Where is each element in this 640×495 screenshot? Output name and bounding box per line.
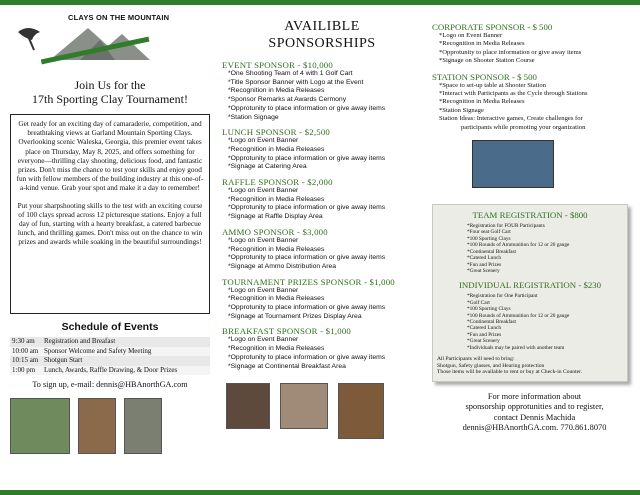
logo-text: CLAYS ON THE MOUNTAIN [68, 13, 170, 22]
team-registration-title: TEAM REGISTRATION - $800 [472, 210, 588, 221]
sponsor-title: TOURNAMENT PRIZES SPONSOR - $1,000 [222, 276, 395, 287]
schedule-row: 10:15 am Shotgun Start [12, 356, 83, 365]
schedule-row: 1:00 pm Lunch, Awards, Raffle Drawing, & Door Prizes [10, 366, 210, 376]
schedule-row: 10:00 am Sponsor Welcome and Safety Meeting [10, 347, 210, 357]
station-sponsor-benefits: *Space to set-up table at Shooter Station *Interact with Participants as the Cycle through Stations *Recognition in Media Releases *Station Signage Station Ideas: Interactive games, Create challenges for participants while promoting your organization [439, 81, 588, 131]
right-column [432, 22, 637, 434]
sponsor-benefits: *Logo on Event Banner *Recognition in Media Releases *Opprotunity to place information or give away items *Signage at Raffle Display Area [228, 187, 386, 221]
sponsor-title: EVENT SPONSOR - $10,000 [222, 60, 333, 70]
food-photo [78, 398, 116, 454]
photo-strip [222, 383, 422, 439]
schedule-table [10, 337, 210, 375]
intro-paragraph: Put your sharpshooting skills to the test with an exciting course of 100 clays spread across 12 picturesque stations. Enjoy a full day of fun, starting with a hearty breakfast, a catered barbecue lunch, and thrilling games. Don't miss out on the chance to win prizes and awards while soaking in the beautiful surroundings! [17, 200, 203, 247]
clays-on-the-mountain-logo [10, 10, 210, 68]
individual-registration-title: INDIVIDUAL REGISTRATION - $230 [458, 280, 602, 291]
left-column [10, 10, 210, 454]
station-sponsor-title: STATION SPONSOR - $ 500 [432, 71, 537, 82]
individual-registration-list: *Registration for One Participant *Golf Cart *100 Sporting Clays *100 Rounds of Ammunition for 12 or 20 gauge *Continental Breakfast *Catered Lunch *Fun and Prizes *Great Scenery *Individuals may be paired with another team [467, 293, 570, 351]
buffet-photo [226, 383, 270, 429]
schedule-row: 9:30 am Registration and Breafast [12, 337, 116, 345]
sponsor-title: BREAKFAST SPONSOR - $1,000 [222, 326, 352, 337]
sponsor-benefits: *One Shooting Team of 4 with 1 Golf Cart *Title Sponsor Banner with Logo at the Event *Recognition in Media Releases *Sponsor Remarks at Awards Cermony *Opprotunity to place information or give away items *Station Signage [228, 70, 386, 121]
middle-column [222, 18, 422, 439]
sponsor-title: RAFFLE SPONSOR - $2,000 [222, 177, 333, 188]
sponsor-benefits: *Logo on Event Banner *Recognition in Media Releases *Opprotunity to place information or give away items *Signage at Tournament Prizes Display Area [228, 286, 386, 320]
raffle-sponsor [222, 177, 422, 222]
sponsor-benefits: *Logo on Event Banner *Recognition in Media Releases *Opprotunity to place information or give away items *Signage at Catering Area [228, 137, 386, 171]
contact-info: For more information about sponsorship opprotunities and to register, contact Dennis Machida dennis@HBAnorthGA.com. 770.861.8070 [432, 392, 637, 434]
event-sponsor [222, 60, 422, 122]
tournament-prizes-sponsor [222, 277, 422, 322]
contact-email-phone[interactable]: dennis@HBAnorthGA.com. 770.861.8070 [462, 423, 607, 433]
intro-text-box [10, 114, 210, 314]
sponsor-benefits: *Logo on Event Banner *Recognition in Media Releases *Opprotunity to place information or give away items *Signage at Continental Breakfast Area [228, 336, 386, 370]
participant-requirements: All Participants will need to bring: Shotgun, Safety glasses, and Hearing protection Those items will be available to rent or buy at Check-in Counter. [437, 355, 583, 376]
corporate-sponsor-title: CORPORATE SPONSOR - $ 500 [432, 22, 553, 32]
team-registration-list: *Registration for FOUR Participants *Four seat Golf Cart *100 Sporting Clays *100 Rounds of Ammunition for 12 or 20 gauge *Continental Breakfast *Catered Lunch *Fun and Prizes *Great Scenery [467, 223, 570, 274]
sponsor-title: AMMO SPONSOR - $3,000 [222, 226, 328, 237]
top-accent-bar [0, 0, 640, 5]
schedule-title: Schedule of Events [61, 321, 159, 333]
event-photo [124, 398, 162, 454]
intro-title: Join Us for the 17th Sporting Clay Tournament! [32, 78, 188, 106]
sponsor-benefits: *Logo on Event Banner *Recognition in Media Releases *Opprotunity to place information or give away items *Signage at Ammo Distribution Area [228, 236, 386, 270]
station-booth-photo [472, 140, 554, 188]
registration-box [432, 204, 628, 382]
lunch-sponsor [222, 127, 422, 172]
photo-strip [10, 398, 210, 454]
sponsor-title: LUNCH SPONSOR - $2,500 [222, 127, 331, 138]
ammo-sponsor [222, 227, 422, 272]
corporate-sponsor-benefits: *Logo on Event Banner *Recognition in Media Releases *Opprotunity to place information or give away items *Signage on Shooter Station Course [439, 32, 582, 65]
group-photo [10, 398, 70, 454]
prizes-table-photo [280, 383, 328, 429]
signup-email[interactable]: To sign up, e-mail: dennis@HBAnorthGA.com [32, 380, 188, 390]
breakfast-sponsor [222, 326, 422, 371]
bottom-accent-bar [0, 490, 640, 495]
intro-paragraph: Get ready for an exciting day of camaraderie, competition, and breathtaking views at Garland Mountain Sporting Clays. Overlooking scenic Waleska, Georgia, this premier event takes place on Thursday, May 8, 2025, and offers something for everyone—thrilling clay shooting, delicious food, and fantastic prizes. Don't miss the chance to test your skills and enjoy good fun with fellow members of the building industry at this one-of-a-kind venue. Grab your spot and make it a day to remember! [16, 119, 204, 193]
page-title: AVAILIBLE SPONSORSHIPS [268, 19, 376, 51]
display-photo [338, 383, 384, 439]
